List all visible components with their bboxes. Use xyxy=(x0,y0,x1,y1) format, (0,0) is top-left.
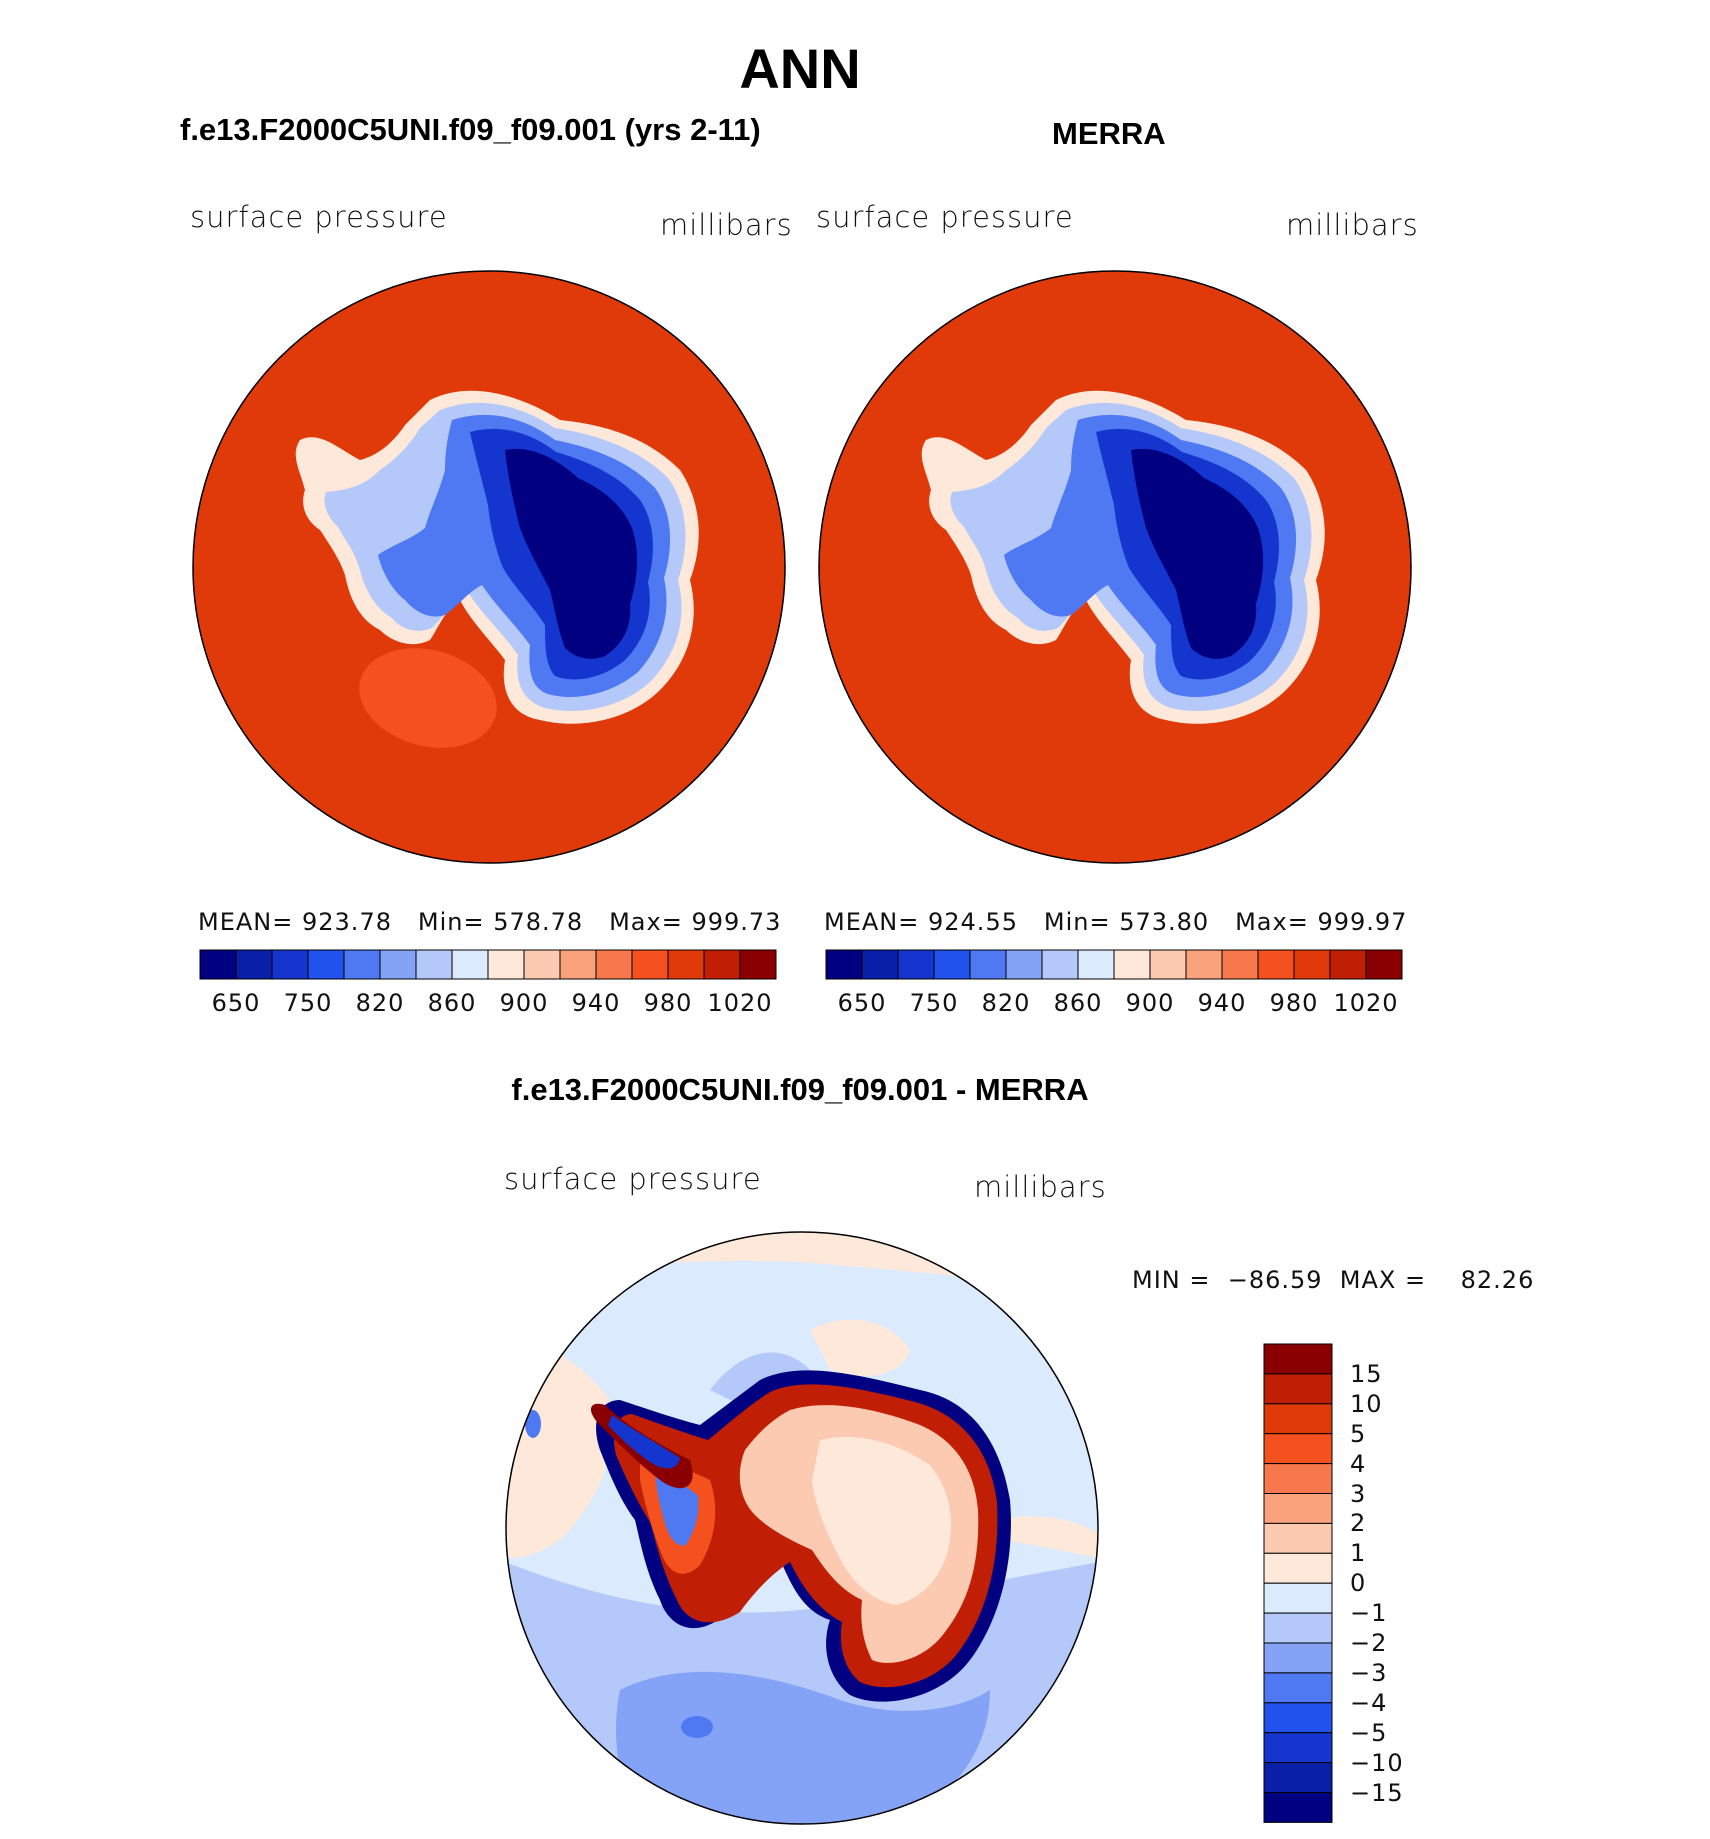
model-colorbar-swatch xyxy=(236,950,272,979)
obs-colorbar-swatch xyxy=(898,950,934,979)
model-map xyxy=(193,271,785,863)
obs-colorbar-swatch xyxy=(1294,950,1330,979)
obs-colorbar-tick-label: 980 xyxy=(1269,989,1319,1017)
obs-panel-subtitle: MERRA xyxy=(1052,116,1166,151)
obs-max-value: 999.97 xyxy=(1317,908,1408,936)
obs-units-label: millibars xyxy=(1286,208,1419,242)
model-colorbar-swatch xyxy=(704,950,740,979)
difference-subtitle: f.e13.F2000C5UNI.f09_f09.001 - MERRA xyxy=(511,1072,1089,1107)
obs-colorbar-swatch xyxy=(1222,950,1258,979)
model-colorbar-swatch xyxy=(488,950,524,979)
difference-units-label: millibars xyxy=(974,1170,1107,1204)
difference-colorbar-tick-label: 10 xyxy=(1350,1389,1383,1418)
model-mean-label: MEAN= xyxy=(198,908,294,936)
obs-mean-label: MEAN= xyxy=(824,908,920,936)
difference-variable-label: surface pressure xyxy=(504,1162,762,1196)
model-colorbar-swatch xyxy=(272,950,308,979)
model-colorbar xyxy=(200,950,776,979)
difference-colorbar-tick-label: 15 xyxy=(1350,1359,1383,1388)
model-colorbar-swatch xyxy=(740,950,776,979)
model-colorbar-swatch xyxy=(524,950,560,979)
model-colorbar-swatch xyxy=(452,950,488,979)
obs-colorbar-swatch xyxy=(1330,950,1366,979)
obs-mean-value: 924.55 xyxy=(928,908,1018,936)
model-colorbar-swatch xyxy=(632,950,668,979)
model-colorbar-tick-label: 860 xyxy=(427,989,477,1017)
difference-colorbar-swatch xyxy=(1264,1494,1332,1524)
model-min-value: 578.78 xyxy=(493,908,584,936)
difference-colorbar-tick-label: −10 xyxy=(1350,1748,1404,1777)
obs-colorbar-tick-label: 860 xyxy=(1053,989,1103,1017)
model-panel-subtitle: f.e13.F2000C5UNI.f09_f09.001 (yrs 2-11) xyxy=(180,112,761,147)
model-colorbar-swatch xyxy=(380,950,416,979)
difference-colorbar-swatch xyxy=(1264,1553,1332,1583)
obs-colorbar-tick-label: 900 xyxy=(1125,989,1175,1017)
difference-colorbar-swatch xyxy=(1264,1643,1332,1673)
model-colorbar-swatch xyxy=(560,950,596,979)
model-colorbar-tick-label: 1020 xyxy=(707,989,773,1017)
obs-colorbar-swatch xyxy=(1006,950,1042,979)
model-min-label: Min= xyxy=(417,908,485,936)
obs-min-value: 573.80 xyxy=(1119,908,1210,936)
model-colorbar-tick-label: 900 xyxy=(499,989,549,1017)
obs-colorbar-swatch xyxy=(1042,950,1078,979)
obs-min-label: Min= xyxy=(1043,908,1111,936)
difference-colorbar-tick-label: 0 xyxy=(1350,1569,1367,1598)
difference-colorbar-swatch xyxy=(1264,1613,1332,1643)
obs-colorbar-tick-label: 820 xyxy=(981,989,1031,1017)
obs-colorbar-swatch xyxy=(1258,950,1294,979)
difference-colorbar-tick-label: 1 xyxy=(1350,1539,1367,1568)
model-colorbar-swatch xyxy=(596,950,632,979)
obs-map xyxy=(819,271,1411,863)
obs-colorbar-swatch xyxy=(826,950,862,979)
model-colorbar-tick-label: 940 xyxy=(571,989,621,1017)
difference-colorbar xyxy=(1264,1344,1332,1822)
difference-range-text: MIN = −86.59 MAX = 82.26 xyxy=(1132,1266,1535,1294)
difference-colorbar-swatch xyxy=(1264,1464,1332,1494)
difference-colorbar-tick-label: −5 xyxy=(1350,1718,1388,1747)
difference-colorbar-swatch xyxy=(1264,1404,1332,1434)
obs-colorbar-tick-label: 940 xyxy=(1197,989,1247,1017)
difference-colorbar-tick-label: 3 xyxy=(1350,1479,1367,1508)
obs-colorbar-swatch xyxy=(1078,950,1114,979)
obs-colorbar-tick-label: 1020 xyxy=(1333,989,1399,1017)
difference-colorbar-tick-label: −15 xyxy=(1350,1778,1404,1807)
model-mean-value: 923.78 xyxy=(302,908,392,936)
difference-colorbar-swatch xyxy=(1264,1434,1332,1464)
model-colorbar-tick-label: 980 xyxy=(643,989,693,1017)
difference-colorbar-swatch xyxy=(1264,1763,1332,1793)
difference-colorbar-swatch xyxy=(1264,1673,1332,1703)
difference-colorbar-tick-label: 5 xyxy=(1350,1419,1367,1448)
model-colorbar-swatch xyxy=(416,950,452,979)
difference-colorbar-swatch xyxy=(1264,1793,1332,1823)
obs-max-label: Max= xyxy=(1235,908,1309,936)
model-colorbar-swatch xyxy=(308,950,344,979)
difference-colorbar-tick-label: −3 xyxy=(1350,1658,1388,1687)
difference-colorbar-tick-label: 2 xyxy=(1350,1509,1367,1538)
obs-colorbar-swatch xyxy=(1150,950,1186,979)
model-colorbar-swatch xyxy=(200,950,236,979)
obs-colorbar-swatch xyxy=(934,950,970,979)
obs-colorbar-swatch xyxy=(862,950,898,979)
difference-colorbar-tick-label: −2 xyxy=(1350,1629,1388,1657)
model-colorbar-tick-label: 750 xyxy=(283,989,333,1017)
model-stats xyxy=(198,908,781,936)
difference-colorbar-tick-label: −4 xyxy=(1350,1688,1388,1717)
obs-stats xyxy=(824,908,1407,936)
difference-colorbar-tick-label: 4 xyxy=(1350,1449,1367,1478)
obs-colorbar-swatch xyxy=(970,950,1006,979)
model-variable-label: surface pressure xyxy=(190,200,448,234)
difference-colorbar-tick-label: −1 xyxy=(1350,1599,1388,1628)
model-colorbar-tick-label: 650 xyxy=(211,989,261,1017)
model-max-label: Max= xyxy=(609,908,683,936)
model-colorbar-tick-label: 820 xyxy=(355,989,405,1017)
obs-colorbar-swatch xyxy=(1366,950,1402,979)
figure-title: ANN xyxy=(739,37,861,100)
obs-colorbar-tick-label: 650 xyxy=(837,989,887,1017)
difference-colorbar-swatch xyxy=(1264,1733,1332,1763)
difference-colorbar-swatch xyxy=(1264,1703,1332,1733)
model-max-value: 999.73 xyxy=(691,908,782,936)
obs-colorbar xyxy=(826,950,1402,979)
obs-colorbar-swatch xyxy=(1114,950,1150,979)
difference-colorbar-swatch xyxy=(1264,1344,1332,1374)
model-colorbar-swatch xyxy=(668,950,704,979)
obs-colorbar-tick-label: 750 xyxy=(909,989,959,1017)
obs-variable-label: surface pressure xyxy=(816,200,1074,234)
model-colorbar-swatch xyxy=(344,950,380,979)
difference-colorbar-swatch xyxy=(1264,1583,1332,1613)
difference-colorbar-swatch xyxy=(1264,1523,1332,1553)
model-units-label: millibars xyxy=(660,208,793,242)
obs-colorbar-swatch xyxy=(1186,950,1222,979)
difference-colorbar-swatch xyxy=(1264,1374,1332,1404)
